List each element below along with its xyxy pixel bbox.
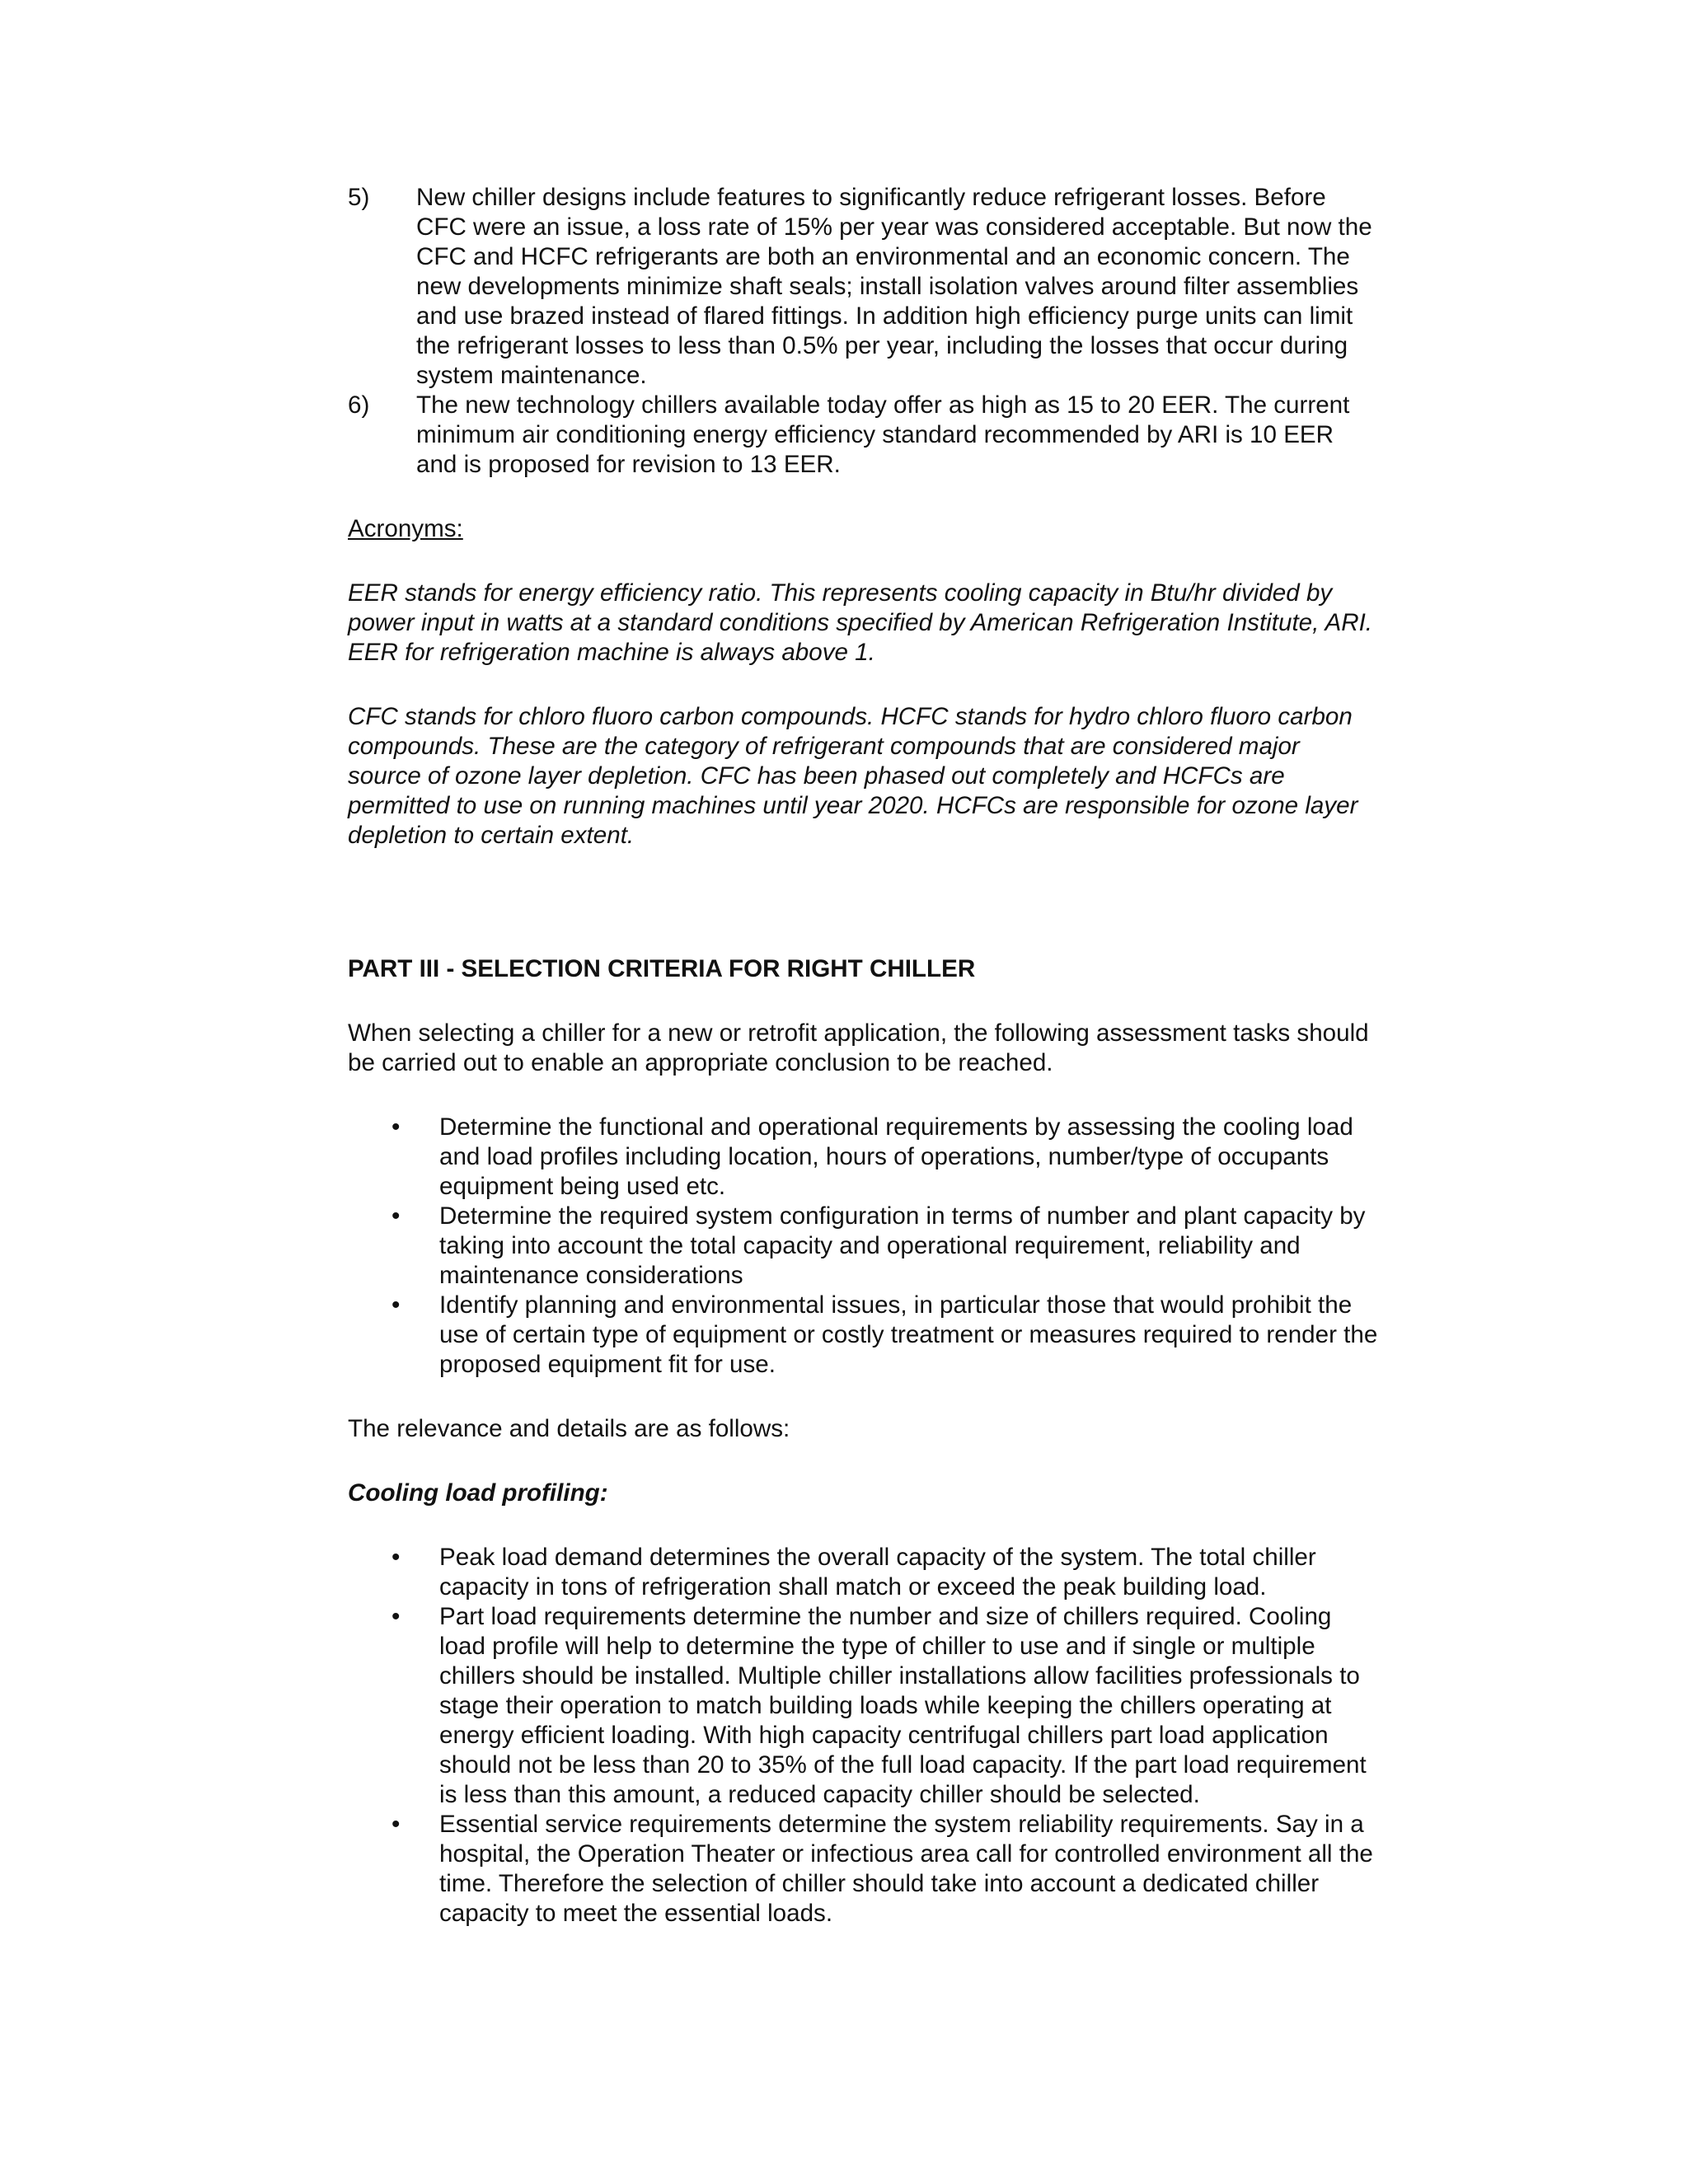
bullet-icon: • bbox=[392, 1202, 401, 1230]
list-item-text: Peak load demand determines the overall capacity of the system. The total chiller capacity in tons of refrigeration shall match or exceed the peak building load. bbox=[439, 1544, 1316, 1601]
list-item-text: Determine the functional and operational requirements by assessing the cooling load and load profiles including location, hours of operations, number/type of occupants equipment being used etc. bbox=[439, 1113, 1353, 1200]
cooling-load-heading: Cooling load profiling: bbox=[348, 1479, 608, 1507]
list-item bbox=[348, 1602, 1378, 1810]
list-item bbox=[348, 1810, 1378, 1929]
cfc-definition: CFC stands for chloro fluoro carbon compounds. HCFC stands for hydro chloro fluoro carbon compounds. These are the category of refrigerant compounds that are considered major source of ozone layer depletion. CFC has been phased out completely and HCFCs are permitted to use on running machines until year 2020. HCFCs are responsible for ozone layer depletion to certain extent. bbox=[348, 703, 1358, 849]
acronyms-heading: Acronyms: bbox=[348, 515, 463, 542]
list-item-text: Identify planning and environmental issues, in particular those that would prohibit the use of certain type of equipment or costly treatment or measures required to render the proposed equipment fit for use. bbox=[439, 1291, 1378, 1378]
bullet-icon: • bbox=[392, 1544, 401, 1571]
list-item-text: Essential service requirements determine the system reliability requirements. Say in a hospital, the Operation Theater or infectious area call for controlled environment all the time. Therefore the selection of chiller should take into account a dedicated chiller capacity to meet the essential loads. bbox=[439, 1811, 1373, 1927]
list-item-text: Part load requirements determine the number and size of chillers required. Cooling load profile will help to determine the type of chiller to use and if single or multiple chillers should be installed. Multiple chiller installations allow facilities professionals to stage their operation to match building loads while keeping the chillers operating at energy efficient loading. With high capacity centrifugal chillers part load application should not be less than 20 to 35% of the full load capacity. If the part load requirement is less than this amount, a reduced capacity chiller should be selected. bbox=[439, 1603, 1367, 1808]
section-intro: When selecting a chiller for a new or retrofit application, the following assessment tasks should be carried out to enable an appropriate conclusion to be reached. bbox=[348, 1019, 1369, 1076]
page-content bbox=[348, 183, 1378, 1929]
item-number: 6) bbox=[348, 391, 370, 419]
numbered-item-5 bbox=[348, 183, 1378, 391]
list-item bbox=[348, 1113, 1378, 1202]
section-heading: PART III - SELECTION CRITERIA FOR RIGHT CHILLER bbox=[348, 955, 976, 982]
eer-definition: EER stands for energy efficiency ratio. This represents cooling capacity in Btu/hr divided by power input in watts at a standard conditions specified by American Refrigeration Institute, ARI. EER for refrigeration machine is always above 1. bbox=[348, 579, 1373, 666]
item-text: New chiller designs include features to significantly reduce refrigerant losses. Before CFC were an issue, a loss rate of 15% per year was considered acceptable. But now the CFC and HCFC refrigerants are both an environmental and an economic concern. The new developments minimize shaft seals; install isolation valves around filter assemblies and use brazed instead of flared fittings. In addition high efficiency purge units can limit the refrigerant losses to less than 0.5% per year, including the losses that occur during system maintenance. bbox=[416, 184, 1372, 389]
bullet-icon: • bbox=[392, 1113, 401, 1141]
list-item bbox=[348, 1543, 1378, 1602]
bullet-icon: • bbox=[392, 1603, 401, 1630]
list-item bbox=[348, 1202, 1378, 1291]
relevance-text: The relevance and details are as follows: bbox=[348, 1415, 790, 1442]
assessment-task-list bbox=[348, 1113, 1378, 1380]
list-item bbox=[348, 1291, 1378, 1380]
bullet-icon: • bbox=[392, 1291, 401, 1319]
bullet-icon: • bbox=[392, 1811, 401, 1838]
item-number: 5) bbox=[348, 184, 370, 211]
numbered-item-6 bbox=[348, 391, 1378, 480]
item-text: The new technology chillers available today offer as high as 15 to 20 EER. The current minimum air conditioning energy efficiency standard recommended by ARI is 10 EER and is proposed for revision to 13 EER. bbox=[416, 391, 1350, 478]
cooling-load-list bbox=[348, 1543, 1378, 1929]
list-item-text: Determine the required system configuration in terms of number and plant capacity by taking into account the total capacity and operational requirement, reliability and maintenance considerations bbox=[439, 1202, 1366, 1289]
